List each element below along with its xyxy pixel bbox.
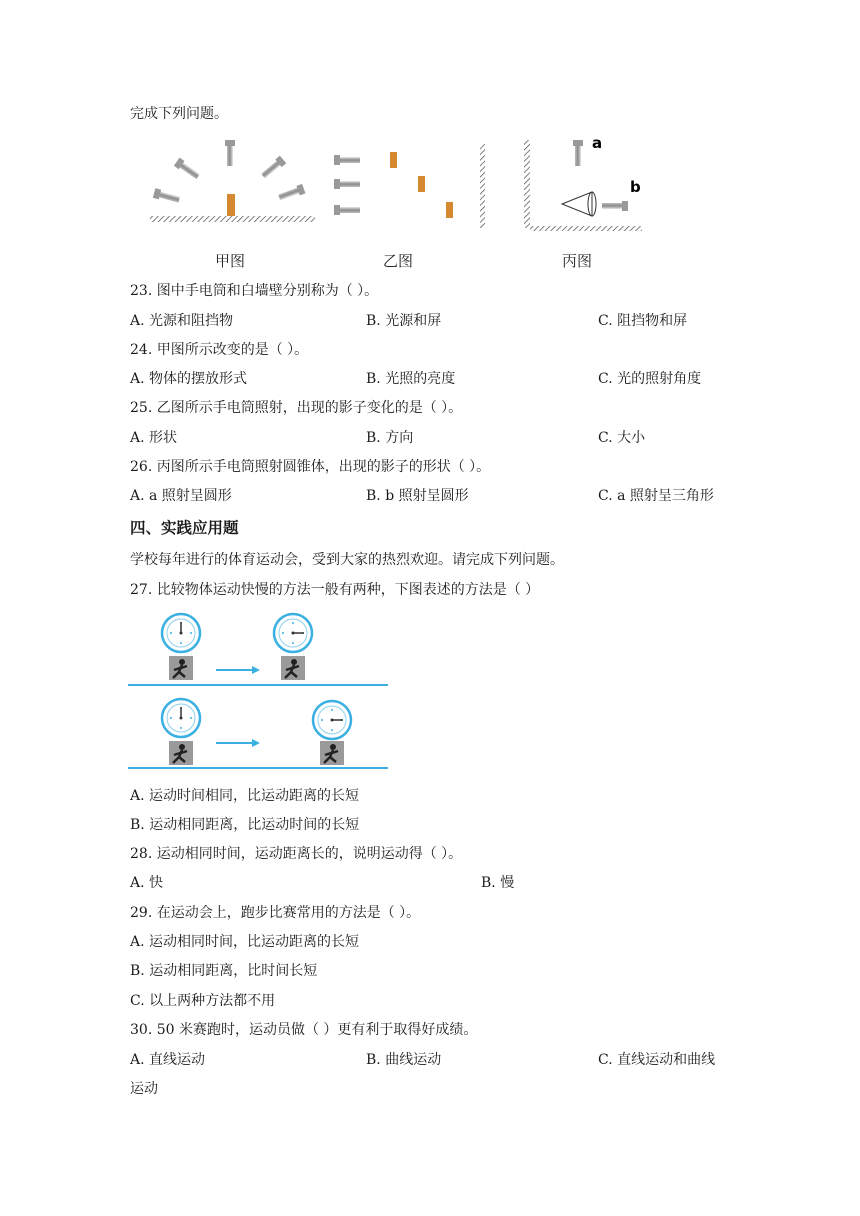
flashlight-icon <box>153 188 181 204</box>
question-stem: 27. 比较物体运动快慢的方法一般有两种，下图表述的方法是（ ） <box>130 582 540 598</box>
section-heading: 四、实践应用题 <box>130 519 239 537</box>
caption-jia: 甲图 <box>215 252 246 270</box>
runner-icon <box>320 741 344 765</box>
flashlight-icon <box>225 140 235 166</box>
figure-bing <box>524 140 642 231</box>
runner-icon <box>169 656 193 680</box>
clock-icon <box>162 614 200 652</box>
option-a: A. 直线运动 <box>130 1052 206 1068</box>
section-intro: 学校每年进行的体育运动会，受到大家的热烈欢迎。请完成下列问题。 <box>130 552 564 568</box>
question-stem: 30. 50 米赛跑时，运动员做（ ）更有利于取得好成绩。 <box>130 1022 478 1038</box>
question-stem: 28. 运动相同时间，运动距离长的，说明运动得（ ）。 <box>130 846 463 862</box>
option-b: B. 运动相同距离，比时间长短 <box>130 963 318 979</box>
option-c: C. 大小 <box>598 430 646 446</box>
flashlight-icon <box>278 184 306 202</box>
label-b: b <box>630 178 641 196</box>
option-b: B. 慢 <box>481 875 515 891</box>
caption-yi: 乙图 <box>383 252 414 270</box>
option-b: B. b 照射呈圆形 <box>366 488 469 504</box>
clock-icon <box>274 614 312 652</box>
question-stem: 25. 乙图所示手电筒照射，出现的影子变化的是（ ）。 <box>130 400 463 416</box>
clock-icon <box>162 699 200 737</box>
option-c: C. 直线运动和曲线 <box>598 1052 716 1068</box>
arrow-icon <box>216 666 260 674</box>
option-b: B. 运动相同距离，比运动时间的长短 <box>130 817 360 833</box>
flashlight-icon <box>260 156 286 180</box>
question-stem: 29. 在运动会上，跑步比赛常用的方法是（ ）。 <box>130 905 421 921</box>
runner-icon <box>281 656 305 680</box>
option-b: B. 光照的亮度 <box>366 371 456 387</box>
flashlight-icon <box>334 205 360 215</box>
intro-text: 完成下列问题。 <box>130 106 228 122</box>
option-a: A. 运动时间相同，比运动距离的长短 <box>130 788 360 804</box>
option-a: A. 形状 <box>130 430 178 446</box>
question-stem: 23. 图中手电筒和白墙壁分别称为（ ）。 <box>130 283 379 299</box>
option-a: A. a 照射呈圆形 <box>130 488 232 504</box>
flashlight-icon <box>573 140 583 166</box>
flashlight-icon <box>174 158 201 181</box>
arrow-icon <box>216 739 260 747</box>
option-b: B. 光源和屏 <box>366 313 442 329</box>
clock-icon <box>313 701 351 739</box>
shadow-experiment-figure <box>140 132 660 232</box>
figure-jia <box>150 140 315 222</box>
motion-comparison-figure <box>128 610 390 774</box>
flashlight-icon <box>334 179 360 189</box>
cone-icon <box>562 192 596 216</box>
option-a: A. 运动相同时间，比运动距离的长短 <box>130 934 360 950</box>
option-a: A. 快 <box>130 875 164 891</box>
label-a: a <box>592 134 603 152</box>
flashlight-icon <box>334 155 360 165</box>
caption-bing: 丙图 <box>562 252 593 270</box>
flashlight-icon <box>602 201 628 211</box>
figure-yi <box>334 144 485 228</box>
runner-icon <box>169 741 193 765</box>
question-stem: 24. 甲图所示改变的是（ ）。 <box>130 342 309 358</box>
option-c-continuation: 运动 <box>130 1081 158 1097</box>
option-b: B. 曲线运动 <box>366 1052 442 1068</box>
option-c: C. 光的照射角度 <box>598 371 702 387</box>
option-a: A. 光源和阻挡物 <box>130 313 234 329</box>
option-a: A. 物体的摆放形式 <box>130 371 248 387</box>
option-c: C. 以上两种方法都不用 <box>130 993 276 1009</box>
option-c: C. a 照射呈三角形 <box>598 488 714 504</box>
question-stem: 26. 丙图所示手电筒照射圆锥体，出现的影子的形状（ ）。 <box>130 459 491 475</box>
option-b: B. 方向 <box>366 430 414 446</box>
option-c: C. 阻挡物和屏 <box>598 313 688 329</box>
